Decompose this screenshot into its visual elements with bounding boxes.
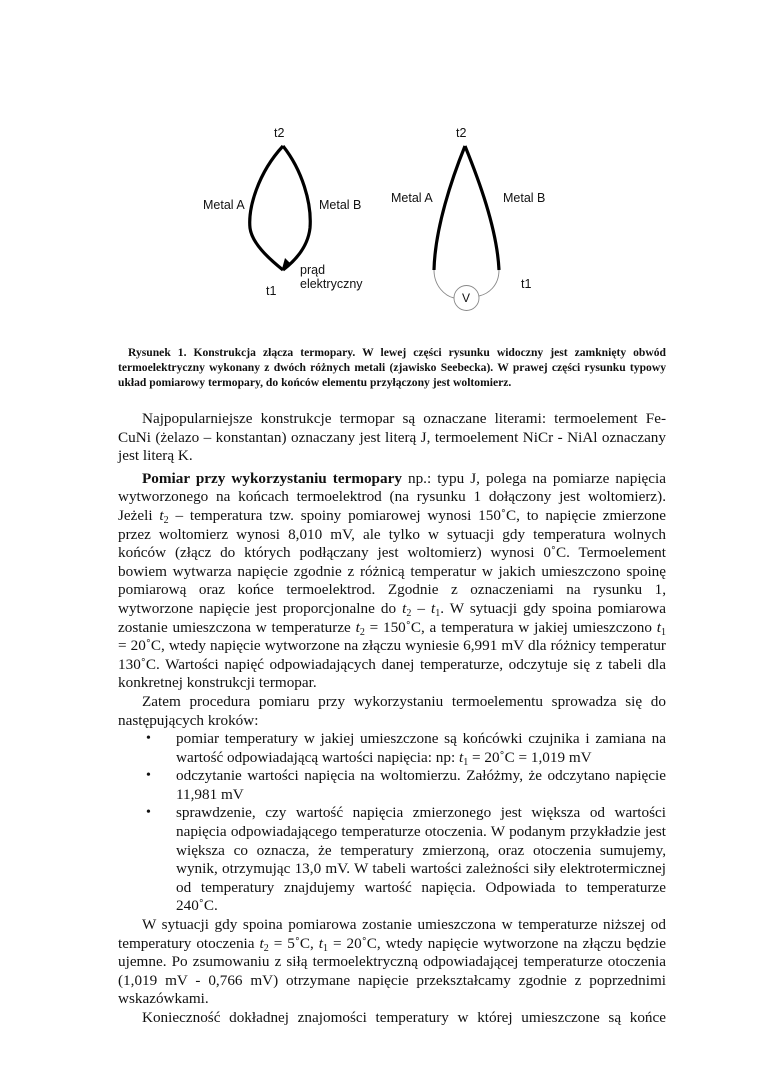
text-run: – temperatura tzw. spoiny pomiarowej wynosi 150˚C, to napięcie zmierzone przez woltomierz wynosi 8,010 mV, ale tylko w sytuacji gdy temperatura wolnych końców (złącz do których podłączany jest woltomierz) wynosi 0˚C. Termoelement bowiem wytwarza napięcie zgodnie z różnicą temperatur w jakich umieszczono spoinę pomiarową oraz końce termoelektrod. Zgodnie z oznaczeniami na rysunku 1, wytworzone napięcie jest proporcjonalne do (118, 506, 666, 617)
sub: 1 (323, 942, 329, 954)
current-label-line2: elektryczny (300, 277, 363, 291)
paragraph-lower-temperature (118, 916, 666, 1009)
var-t: t (656, 618, 662, 636)
left-metal-b-label: Metal B (319, 198, 362, 212)
text-run: np.: typu J, polega na pomiarze napięcia wytworzonego na końcach termoelektrod (na rysunku 1 dołączony jest woltomierz). Jeżeli (118, 469, 666, 524)
metal-b-wire-left (283, 146, 310, 270)
left-metal-a-label: Metal A (203, 198, 245, 212)
text-run: sprawdzenie, czy wartość napięcia zmierzonego jest większa od wartości napięcia odpowiadającego temperaturze otoczenia. W podanym przykładzie jest większa co oznacza, że temperatury zmierzoną, oraz otoczenia sumujemy, wynik, otrzymując 13,0 mV. W tabeli wartości zależności siły elektrotermicznej od temperatury znajdujemy wartość napięcia. Odpowiada to temperaturze 240˚C. (176, 804, 666, 915)
sub: 2 (163, 514, 169, 526)
list-item (118, 804, 666, 916)
sub: 1 (661, 626, 667, 638)
var-t: t (259, 934, 264, 952)
right-metal-b-label: Metal B (503, 191, 546, 205)
figure-caption (118, 345, 666, 390)
metal-a-wire-right (434, 146, 465, 270)
metal-a-wire-left (250, 146, 283, 270)
measurement-heading: Pomiar przy wykorzystaniu termopary (142, 469, 402, 487)
var-t: t (159, 506, 164, 524)
text-run: odczytanie wartości napięcia na woltomierzu. Załóżmy, że odczytano napięcie 11,981 mV (176, 767, 666, 803)
text-run: = 5˚C, (268, 934, 319, 952)
text-run: = 20˚C, wtedy napięcie wytworzone na złączu będzie ujemne. Po zsumowaniu z siłą termoelektryczną odpowiadającej temperaturze otoczenia (1,019 mV - 0,766 mV) otrzymane napięcie przekształcamy zgodnie z poprzednimi wskazówkami. (118, 934, 666, 1008)
right-t2-label: t2 (456, 126, 467, 140)
text-run: pomiar temperatury w jakiej umieszczone są końcówki czujnika i zamiana na wartość odpowiadającą wartości napięcia: np: (176, 730, 666, 766)
var-t: t (355, 618, 360, 636)
figure-thermocouple (190, 118, 570, 318)
bullet-icon: • (146, 805, 151, 821)
left-t2-label: t2 (274, 126, 285, 140)
sub: 2 (406, 607, 412, 619)
text-run: = 20˚C, wtedy napięcie wytworzone na złączu wyniesie 6,991 mV dla różnicy temperatur 130˚C. Wartości napięć odpowiadających danej temperaturze, odczytuje się z tabeli dla konkretnej konstrukcji termopar. (118, 637, 666, 692)
bullet-icon: • (146, 768, 151, 784)
var-t: t (318, 934, 324, 952)
paragraph-necessity: Konieczność dokładnej znajomości temperatury w której umieszczone są końce (142, 1009, 666, 1026)
thermocouple-diagram (190, 118, 570, 318)
text-run: W sytuacji gdy spoina pomiarowa zostanie umieszczona w temperaturze niższej od temperatury otoczenia (118, 916, 666, 952)
list-item (118, 730, 666, 767)
voltmeter-label: V (462, 291, 471, 305)
left-t1-label: t1 (266, 284, 277, 298)
list-item (118, 767, 666, 804)
sub: 2 (359, 626, 365, 638)
text-run: = 20˚C = 1,019 mV (468, 748, 592, 766)
paragraph-thermocouple-types: Najpopularniejsze konstrukcje termopar są oznaczane literami: termoelement Fe-CuNi (żelazo – konstantan) oznaczany jest literą J, termoelement NiCr - NiAl oznaczany jest literą K. (118, 410, 666, 465)
text-run: – (411, 599, 431, 617)
sub: 2 (263, 942, 269, 954)
current-label-line1: prąd (300, 263, 326, 277)
right-metal-a-label: Metal A (391, 191, 433, 205)
text-run: = 150˚C, a temperatura w jakiej umieszczono (364, 618, 657, 636)
var-t: t (402, 599, 407, 617)
paragraph-procedure: Zatem procedura pomiaru przy wykorzystaniu termoelementu sprowadza się do następujących kroków: (118, 692, 666, 729)
metal-b-wire-right (465, 146, 499, 270)
var-t: t (458, 748, 464, 766)
right-t1-label: t1 (521, 277, 532, 291)
var-t: t (431, 599, 436, 617)
procedure-steps-list (118, 730, 666, 916)
sub: 1 (463, 756, 469, 768)
body-text (118, 410, 666, 1028)
sub: 1 (435, 607, 441, 619)
caption-text: Rysunek 1. Konstrukcja złącza termopary. W lewej części rysunku widoczny jest zamknięty obwód termoelektryczny wykonany z dwóch różnych metali (zjawisko Seebecka). W prawej części rysunku typowy układ pomiarowy termopary, do końców elementu przyłączony jest woltomierz. (118, 346, 666, 389)
text-run: . W sytuacji gdy spoina pomiarowa zostanie umieszczona w temperaturze (118, 599, 667, 636)
bullet-icon: • (146, 731, 151, 747)
paragraph-measurement (118, 470, 666, 693)
